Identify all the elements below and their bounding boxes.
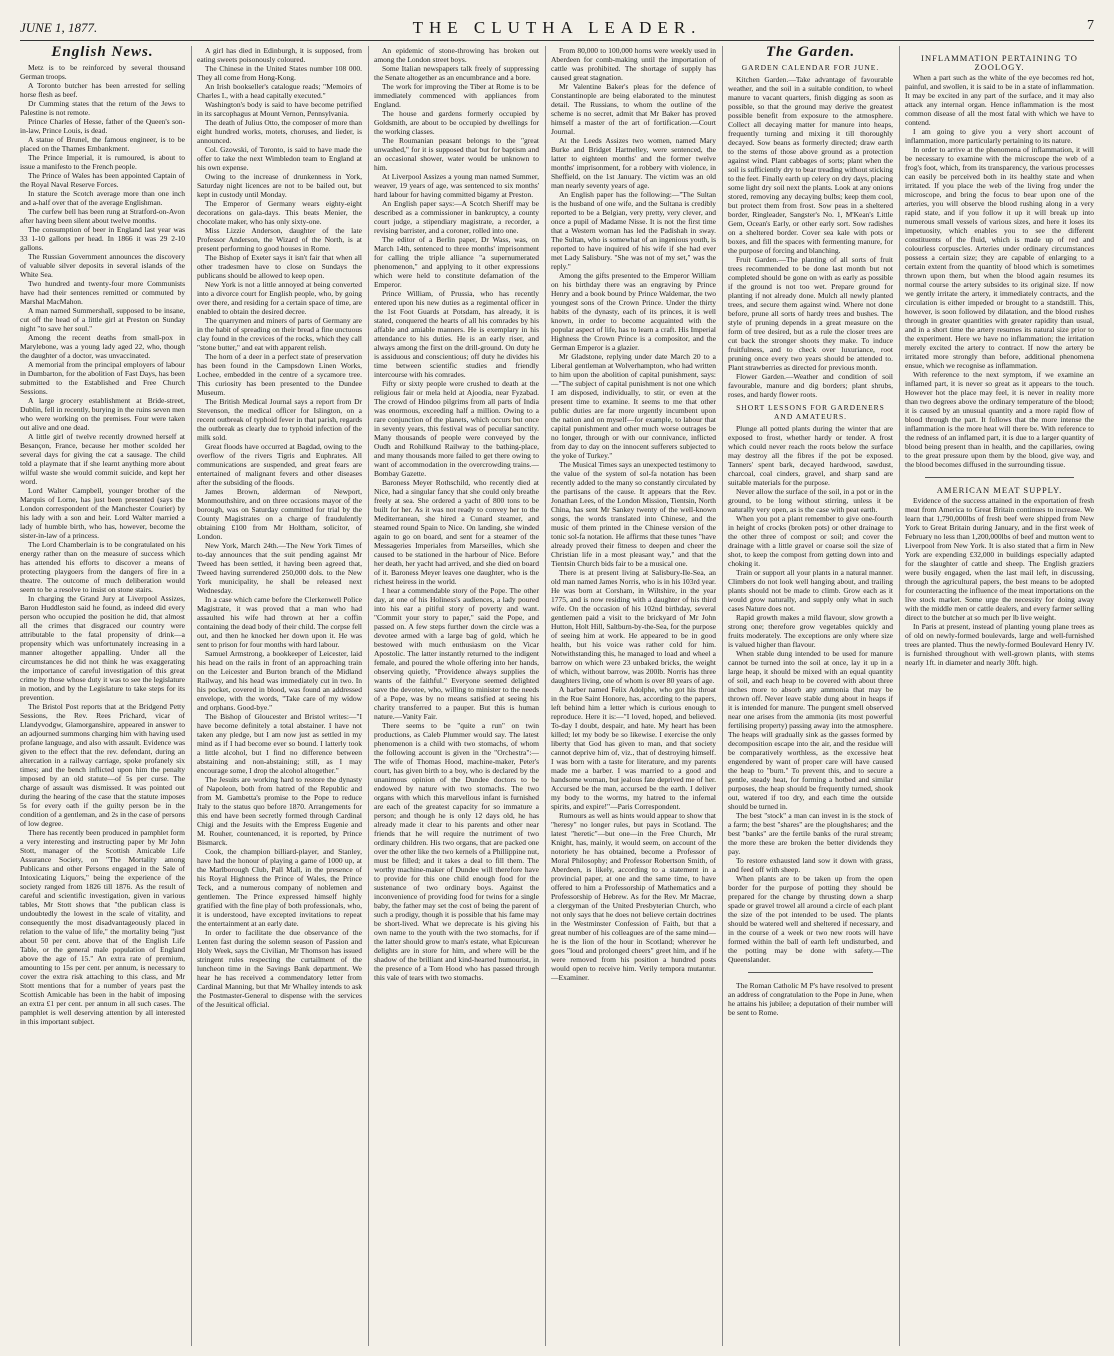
article-paragraph: Miss Lizzie Anderson, daughter of the late Professor Anderson, the Wizard of the North, is at present performing to good houses in Rome.: [197, 226, 362, 253]
article-paragraph: The Prince Imperial, it is rumoured, is about to issue a manifesto to the French people.: [20, 153, 185, 171]
column-english-news: [20, 46, 185, 1346]
article-paragraph: In charging the Grand Jury at Liverpool Assizes, Baron Huddleston said he found, as indeed did every person who occupied the position he did, that almost all the crimes that disgraced our country were attributable to the fatal propensity of drink—a propensity which was unfortunately increasing in a manner altogether appalling. Under all the circumstances he did not think he was exaggerating the importance of careful investigation of this great crime by those whose duty it was to see the legislature in motion, and by the Legislature to take steps for its prevention.: [20, 594, 185, 702]
article-paragraph: Among the recent deaths from small-pox in Marylebone, was a young lady aged 22, who, though the daughter of a doctor, was unvaccinated.: [20, 333, 185, 360]
article-paragraph: In Paris at present, instead of planting young plane trees as of old on newly-formed boulevards, large and well-furnished trees are planted. Thus the newly-formed Boulevard Henry IV. is furnished throughout with well-grown plants, with stems nearly 1ft. in diameter and nearly 30ft. high.: [905, 622, 1094, 667]
issue-date: JUNE 1, 1877.: [20, 20, 98, 35]
article-paragraph: The Bishop of Exeter says it isn't fair that when all other tradesmen have to close on Sundays the publicans should be allowed to keep open.: [197, 253, 362, 280]
article-paragraph: When a part such as the white of the eye becomes red hot, painful, and swollen, it is said to be in a state of inflammation. It may be excited in any part of the surface, and it may also attack any internal organ. Hence inflammation is the most common disease of all the most fatal with which we have to contend.: [905, 73, 1094, 127]
article-paragraph: Great floods have occurred at Bagdad, owing to the overflow of the rivers Tigris and Euphrates. All communications are suspended, and great fears are entertained of malignant fevers and other diseases after the subsiding of the floods.: [197, 442, 362, 487]
subheading-garden-calendar: GARDEN CALENDAR FOR JUNE.: [741, 63, 880, 72]
article-paragraph: Plunge all potted plants during the winter that are exposed to frost, whether hardy or tender. A frost which could never reach the roots below the surface may destroy all the fibres if the pot be exposed. Tanners' spent bark, decayed hardwood, sawdust, charcoal, coal cinders, gravel, and sharp sand are suitable materials for the purpose.: [728, 424, 893, 487]
article-list: [20, 63, 185, 1026]
article-paragraph: A memorial from the principal employers of labour in Dumbarton, for the abolition of Fast Days, has been submitted to the Established and Free Church Sessions.: [20, 360, 185, 396]
article-paragraph: I am going to give you a very short account of inflammation, more particularly pertaining to its nature.: [905, 127, 1094, 145]
article-paragraph: Metz is to be reinforced by several thousand German troops.: [20, 63, 185, 81]
article-paragraph: I hear a commendable story of the Pope. The other day, at one of his Holiness's audiences, a lady poured into his ear a pitiful story of poverty and want. "Commit your story to paper," said the Pope, and passed on. A few steps further down the circle was a devotee armed with a large bag of gold, which he bestowed with much enthusiasm on the Vicar Apostolic. The latter instantly returned to the indigent female, and poured the whole offering into her hands, observing quietly, "Providence always supplies the wants of the faithful." Everyone seemed delighted save the devotee, who, willing to minister to the needs of a Pope, was by no means satisfied at seeing his charity transferred to a pauper. But this is human nature.—Vanity Fair.: [374, 586, 539, 721]
article-paragraph: A barber named Felix Adolphe, who got his throat in the Rue Saint Honore, has, according to the papers, left behind him a letter which is curious enough to reproduce. Here it is:—"I loved, hoped, and believed. To-day I doubt, despair, and hate. My heart has been killed; let my body be so likewise. I exercise the only liberty that God has given to man, and that society cannot deprive him of, viz., that of destroying himself. I was born with a taste for literature, and my parents made me a barber. I was married to a good and handsome woman, but jealous fate deprived me of her. Accursed be the man, accursed be the earth. I deliver my body to the worms, my hatred to the infernal spirits, and expire!"—Paris Correspondent.: [551, 685, 716, 811]
article-paragraph: New York is not a little annoyed at being converted into a divorce court for English people, who, by going over there, and residing for a certain space of time, are enabled to obtain the desired decree.: [197, 280, 362, 316]
column-four: [551, 46, 716, 1346]
article-paragraph: The best "stock" a man can invest in is the stock of a farm; the best "shares" are the ploughshares; and the best "banks" are the fertile banks of the rural stream; the more these are broken the better dividends they pay.: [728, 811, 893, 856]
article-paragraph: In order to arrive at the phenomena of inflammation, it will be necessary to examine with the microscope the web of a frog's foot, which, from its transparency, the various processes can easily be perceived both in its healthy state and when irritated. If you place the web of the living frog under the microscope, and bring the focus to bear upon one of the arteries, you will observe the blood rushing along in a very rapid state, and if you follow it up it will break up into numerous small vessels of various sizes, and here it loses its impetuosity, which enables you to see the different constituents of the fluid, which is made up of red and colourless corpuscles. Arteries under ordinary circumstances possess a certain size; they are capable of enlarging to a certain extent from the quantity of blood which is sometimes thrown upon them, but when the blood again resumes its normal course the artery subsides to its original size. If now we gently irritate the artery, it immediately contracts, and the circulation is either impeded or brought to a standstill. This, however, is soon followed by dilatation, and the blood rushes through in greater quantities with greater rapidity than usual, and in a short time the artery resumes its natural size prior to the experiment. Here we have no inflammation; the irritation merely excited the artery to contract. If now the artery be irritated more strongly than before, additional phenomena ensue, which we recognise as inflammation.: [905, 145, 1094, 370]
article-paragraph: In order to facilitate the due observance of the Lenten fast during the solemn season of Passion and Holy Week, says the Civilian, Mr Thomson has issued stringent rules respecting the curtailment of the luncheon time in the Savings Bank department. We hear he has received a commendatory letter from Cardinal Manning, but that Mr Whalley intends to ask the Postmaster-General to dispense with the services of the Jesuitical official.: [197, 928, 362, 1009]
article-paragraph: The death of Julius Otto, the composer of more than eight hundred works, motets, choruses, and lieder, is announced.: [197, 118, 362, 145]
article-paragraph: At Liverpool Assizes a young man named Summer, weaver, 19 years of age, was sentenced to six months' hard labour for having committed bigamy at Preston.: [374, 172, 539, 199]
article-paragraph: Prince William, of Prussia, who has recently entered upon his new duties as a regimental officer in the 1st Foot Guards at Potsdam, has already, it is stated, conquered the hearts of all his comrades by his affable and amiable manners. He is exemplary in his attendance to his duties. He is an early riser, and always among the first on the drill-ground. On duty he is assiduous and conscientious; off duty he divides his time between scientific studies and friendly intercourse with his comrades.: [374, 289, 539, 379]
article-paragraph: The Jesuits are working hard to restore the dynasty of Napoleon, both from hatred of the Republic and from M. Gambetta's promise to the Pope to reduce Italy to the status quo before 1870. Arrangements for this end have been secretly formed through Cardinal Chigi and the Jesuits with the Empress Eugenie and M. Rouher, countenanced, it is reported, by Prince Bismarck.: [197, 775, 362, 847]
article-list: [374, 46, 539, 982]
article-paragraph: A little girl of twelve recently drowned herself at Besançon, France, because her mother scolded her several days for giving the cat a sausage. The child told a playmate that if she learnt anything more about wilful waste she would commit suicide, and kept her word.: [20, 432, 185, 486]
article-paragraph: A statue of Brunel, the famous engineer, is to be placed on the Thames Embankment.: [20, 135, 185, 153]
article-paragraph: Rapid growth makes a mild flavour, slow growth a strong one; therefore grow vegetables quickly and fruits moderately. The exceptions are only where size is valued higher than flavour.: [728, 613, 893, 649]
page-number: 7: [1087, 18, 1094, 33]
article-paragraph: Kitchen Garden.—Take advantage of favourable weather, and the soil in a suitable condition, to wheel manure to vacant quarters, finish digging as soon as possible, so that the ground may derive the greatest possible benefit from exposure to the atmosphere. Collect all decaying matter for manure into heaps, frequently turning and mixing it till thoroughly decayed. Sow beans as formerly directed; draw earth to the stems of those above ground as a protection against wind. Plant cabbages of sorts; plant when the soil is sufficiently dry to bear treading without sticking to the feet. Finally earth up celery on dry days, placing some light dry soil next the plants. Look at any onions stored, removing any decaying bulbs; keep them cool, but protect them from frost. Sow peas in a sheltered border, Ringleader, Sangster's No. 1, M'Kean's Little Gem, Ocean's Early, or other early sort. Sow radishes on a sheltered border. Cover sea kale with pots or boxes, and fill the spaces with fermenting manure, for the purpose of forcing and blanching.: [728, 75, 893, 255]
article-paragraph: The Bristol Post reports that at the Bridgend Petty Sessions, the Rev. Rees Prichard, vicar of Llandyvodgw, Glamorganshire, appeared in answer to an adjourned summons charging him with having used profane language, and also with assault. Evidence was given to the effect that the rev. defendant, during an altercation in a railway carriage, spoke profanely six times; and the bench inflicted upon him the penalty imposed by an old statute—of 5s per curse. The charge of assault was dismissed. It was pointed out during the hearing of the case that the statute imposes 5s for every oath if the guilty person be in the condition of a gentleman, and 2s in the case of persons of low degree.: [20, 702, 185, 828]
section-heading-meat-supply: AMERICAN MEAT SUPPLY.: [936, 485, 1063, 495]
article-paragraph: The consumption of beer in England last year was 33 1-10 gallons per head. In 1866 it was 29 2-10 gallons.: [20, 225, 185, 252]
article-list: [728, 75, 893, 399]
article-paragraph: The house and gardens formerly occupied by Goldsmith, are about to be occupied by dwellings for the working classes.: [374, 109, 539, 136]
article-paragraph: An Irish bookseller's catalogue reads; "Memoirs of Charles I., with a head capitally executed.": [197, 82, 362, 100]
article-paragraph: From 80,000 to 100,000 horns were weekly used in Aberdeen for comb-making until the importation of cattle was prohibited. The shortage of supply has caused great stagnation.: [551, 46, 716, 82]
article-paragraph: A Toronto butcher has been arrested for selling horse flesh as beef.: [20, 81, 185, 99]
article-paragraph: Fruit Garden.—The planting of all sorts of fruit trees recommended to be done last month but not completed should be gone on with as early as possible if the ground is not too wet. Prepare ground for planting if not already done. Mulch all newly planted trees, and secure them against wind. Where not done before, prune all sorts of hardy trees and bushes. The style of pruning depends in a great measure on the form of tree desired, but as a rule the closer trees are cut back the stronger shoots they make. To induce fruitfulness, and to check over luxuriance, root pruning once every two years should be attended to. Plant strawberries as directed for previous month.: [728, 255, 893, 372]
article-paragraph: There has recently been produced in pamphlet form a very interesting and instructing paper by Mr John Stott, manager of the Scottish Amicable Life Assurance Society, on "The Mortality among Publicans and other Persons engaged in the Sale of Intoxicating Liquors," being the experience of the society ranged from 1826 till 1876. As the result of careful and scientific investigation, given in various tables, Mr Stott shows that "the publican class is undoubtedly the lowest in the scale of vitality, and consequently the most disadvantageously placed in relation to the value of life," the mortality being "just about 50 per cent. above that of the English Life Table, or the general male population of England above the age of 15." An extra rate of premium, amounting to 15s per cent. per annum, is necessary to cover the extra risk attaching to this class, and Mr Stott mentions that for a number of years past the Scottish Amicable has been in the habit of imposing an extra £1 per cent. per annum in all such cases. The pamphlet is well deserving attention by all interested in this important subject.: [20, 828, 185, 1026]
column-three: [374, 46, 539, 1346]
article-paragraph: An English paper says:—A Scotch Sheriff may be described as a commissioner in bankruptcy, a county court judge, a stipendiary magistrate, a recorder, a revising barrister, and a coroner, rolled into one.: [374, 199, 539, 235]
article-paragraph: A girl has died in Edinburgh, it is supposed, from eating sweets poisonously coloured.: [197, 46, 362, 64]
article-paragraph: Prince Charles of Hesse, father of the Queen's son-in-law, Prince Louis, is dead.: [20, 117, 185, 135]
article-paragraph: Owing to the increase of drunkenness in York, Saturday night licences are not to be bailed out, but kept in custody until Monday.: [197, 172, 362, 199]
article-paragraph: The curfew bell has been rung at Stratford-on-Avon after having been silent about twelve months.: [20, 207, 185, 225]
article-paragraph: Rumours as well as hints would appear to show that "heresy" no longer rules, but pays in Scotland. The latest "heretic"—but one—in the Free Church, Mr Knight, has, mainly, it would seem, on account of the notoriety he has obtained, become a Professor of Moral Philosophy; and Professor Robertson Smith, of Aberdeen, is likely, according to a statement in a provincial paper, at one and the same time, to have offered to him a Professorship of Mathematics and a Professorship of Hebrew. As for the Rev. Mr Macrae, a clergyman of the United Presbyterian Church, who not only says that he does not believe certain doctrines in the Westminster Confession of Faith, but that a great number of his colleagues are of the same mind—he is the lion of the hour in Scotland; wherever he goes "loud and prolonged cheers" greet him, and if he were removed from his position a hundred posts would open to receive him. Verily tempora mutantur.—Examiner.: [551, 811, 716, 982]
article-paragraph: At the Leeds Assizes two women, named Mary Burke and Bridget Hartnelley, were sentenced, the latter to eighteen months' and the former twelve months' imprisonment, for a robbery with violence, in Sheffield, on the 1st January. The victim was an old man nearly seventy years of age.: [551, 136, 716, 190]
article-paragraph: The Bishop of Gloucester and Bristol writes:—"I have become definitely a total abstainer. I have not taken any pledge, but I am now just as settled in my mind as if I had become ever so bound. I latterly took a little alcohol, but I find no difference between abstaining and non-abstaining; still, as I may encourage some, I drop the alcohol altogether.": [197, 712, 362, 775]
article-paragraph: A large grocery establishment at Bride-street, Dublin, fell in recently, burying in the ruins seven men who were working on the premises. Four were taken out alive and one dead.: [20, 396, 185, 432]
column-divider: [191, 46, 192, 1346]
column-garden: [728, 46, 893, 1346]
news-item: The Roman Catholic M P's have resolved to present an address of congratulation to the Pope in June, when he attains his jubilee; a deputation of their number will be sent to Rome.: [728, 981, 893, 1017]
article-paragraph: Samuel Armstrong, a bookkeeper of Leicester, laid his head on the rails in front of an approaching train on the Leicester and Burton branch of the Midland Railway, and his head was immediately cut in two. In his pocket, covered in blood, was found an addressed envelope, with the words, "Take care of my widow and orphans. Good-bye.": [197, 649, 362, 712]
article-paragraph: Mr Gladstone, replying under date March 20 to a Liberal gentleman at Wolverhampton, who had written to him upon the abolition of capital punishment, says:—"The subject of capital punishment is not one which I am disposed, individually, to stir, or even at the present time to examine. It seems to me that other public duties are far more urgently incumbent upon the nation and on myself—for example, to labour that capital punishment and other much worse outrages be no longer, through or with our connivance, inflicted from day to day on the innocent sufferers subjected to the yoke of Turkey.": [551, 352, 716, 460]
article-paragraph: To restore exhausted land sow it down with grass, and feed off with sheep.: [728, 856, 893, 874]
article-paragraph: There seems to be "quite a run" on twin productions, as Caleb Plummer would say. The latest phenomenon is a child with two stomachs, of whom the following account is given in the "Orchestra":—The wife of Thomas Hood, machine-maker, Peter's court, has given birth to a boy, who is declared by the unanimous opinion of the Dundee doctors to be endowed by nature with two stomachs. The two organs with which this marvellous infant is furnished are each of the greatest capacity for so immature a person; and though he is only 12 days old, he has already made it clear to his parents and other near friends that he will require the nutriment of two ordinary children. His two organs, that are packed one over the other like the two kernels of a Phillippine nut, must be filled; and it takes a deal to fill them. The worthy machine-maker of Dundee will therefore have to provide for this one child enough food for the sustenance of two ordinary boys. Against the inconvenience of providing food for twins for a single baby, the father may set the cost of being the parent of such a prodigy, though it is possible that his fame may be short-lived. What we deprecate is his giving his own name to the youth with the two stomachs, for if the latter should grow to man's estate, what Epicurean delights are in store for him, and where will be the shadow of the brilliant and kind-hearted humourist, in the presence of a Tom Hood who has passed through this vale of tears with two stomachs.: [374, 721, 539, 982]
column-two: [197, 46, 362, 1346]
article-paragraph: The Chinese in the United States number 108 000. They all come from Hong-Kong.: [197, 64, 362, 82]
column-divider: [368, 46, 369, 1346]
article-paragraph: James Brown, alderman of Newport, Monmouthshire, and on three occasions mayor of the borough, was on Saturday committed for trial by the County Magistrates on a charge of fraudulently obtaining £100 from Mr Holtham, solicitor, of London.: [197, 487, 362, 541]
article-paragraph: Dr Cumming states that the return of the Jews to Palestine is not remote.: [20, 99, 185, 117]
article-paragraph: Among the gifts presented to the Emperor William on his birthday there was an engraving by Prince Henry and a book bound by Prince Waldemar, the two youngest sons of the Crown Prince. Under the thirty habits of the dynasty, each of its princes, it is well known, in order to become acquainted with the popular aspect of life, has to learn a craft. His Imperial Highness the Crown Prince is a compositor, and the German Emperor is a glazier.: [551, 271, 716, 352]
article-list: [728, 424, 893, 964]
article-paragraph: Washington's body is said to have become petrified in its sarcophagus at Mount Vernon, Pennsylvania.: [197, 100, 362, 118]
article-list: [905, 73, 1094, 469]
column-divider: [722, 46, 723, 1346]
header-rule: [20, 40, 1094, 41]
article-paragraph: A man named Summershall, supposed to be insane, cut off the head of a little girl at Preston on Sunday night "to save her soul.": [20, 306, 185, 333]
article-paragraph: The Roumanian peasant belongs to the "great unwashed," for it is supposed that but for baptism and an occasional shower, water would be unknown to him.: [374, 136, 539, 172]
page-header: [20, 18, 1094, 40]
article-list: [551, 46, 716, 982]
article-list: [905, 496, 1094, 667]
section-rule: [925, 477, 1074, 478]
newspaper-title: THE CLUTHA LEADER.: [412, 18, 702, 37]
article-paragraph: An epidemic of stone-throwing has broken out among the London street boys.: [374, 46, 539, 64]
subheading-short-lessons: SHORT LESSONS FOR GARDENERS AND AMATEURS.: [736, 403, 885, 421]
article-paragraph: Never allow the surface of the soil, in a pot or in the ground, to be long without stirring, unless it be naturally very open, as is the case with peat earth.: [728, 487, 893, 514]
section-heading-garden: The Garden.: [765, 46, 856, 60]
article-paragraph: Cook, the champion billiard-player, and Stanley, have had the honour of playing a game of 1000 up, at the Marlborough Club, Pall Mall, in the presence of his Royal Highness the Prince of Wales, the Prince Teck, and a numerous company of noblemen and gentlemen. The Prince expressed himself highly gratified with the fine play of both professionals, who, it is understood, have excepted invitations to repeat the entertainment at an early date.: [197, 847, 362, 928]
section-rule: [748, 972, 873, 973]
article-paragraph: When stable dung intended to be used for manure cannot be turned into the soil at once, lay it up in a large heap, it should be mixed with an equal quantity of soil, and each heap to be covered with about three inches more to absorb any ammonia that may be thrown off. Never leave stable dung about in heaps if it is intended for manure. The pungent smell observed near one arises from the ammonia (its most powerful fertilising property) passing away into the atmosphere. The heaps will gradually sink as the gasses formed by decomposition escape into the air, and the residue will be comparatively worthless, as the excessive heat engendered by want of proper care will have caused the heap to "burn." To prevent this, and to secure a gentle, steady heat, for forming a hotbed and similar purposes, the heap should be frequently turned, shook out, watered if too dry, and each time the outside should be turned in.: [728, 649, 893, 811]
column-divider: [899, 46, 900, 1346]
article-paragraph: Some Italian newspapers talk freely of suppressing the Senate altogether as an encumbrance and a bore.: [374, 64, 539, 82]
article-paragraph: When plants are to be taken up from the open border for the purpose of potting they should be prepared for the change by thrusting down a sharp spade or gravel trowel all around a circle of each plant the size of the pot intended to be used. The plants should be watered well and sheltered if necessary, and in the course of a week or two new roots will have formed within the ball of earth left undisturbed, and the potting may be done with safety.—The Queenslander.: [728, 874, 893, 964]
article-paragraph: The Prince of Wales has been appointed Captain of the Royal Naval Reserve Forces.: [20, 171, 185, 189]
article-paragraph: There is at present living at Salisbury-Ile-Sea, an old man named James Norris, who is in his 103rd year. He was born at Corsham, in Wiltshire, in the year 1775, and is now residing with a daughter of his third wife. On the occasion of his 102nd birthday, several gentlemen paid a visit to the brickyard of Mr John Hutton, Holt Hill, Saltburn-by-the-Sea, for the purpose of seeing him at work. He appeared to be in good health, but his voice was rather cold for him. Notwithstanding this, he managed to load and wheel a barrow on which were 23 unbaked bricks, the weight of which, without barrow, was 200lb. Norris has three daughters living, one of whom is over 80 years of age.: [551, 568, 716, 685]
article-paragraph: The Russian Government announces the discovery of valuable silver deposits in several islands of the White Sea.: [20, 252, 185, 279]
article-paragraph: The work for improving the Tiber at Rome is to be immediately commenced with appliances from England.: [374, 82, 539, 109]
article-paragraph: New York, March 24th.—The New York Times of to-day announces that the suit pending against Mr Tweed has been settled, it having been agreed that, Tweed having surrendered 250,000 dols. to the New York municipality, he shall be released next Wednesday.: [197, 541, 362, 595]
article-paragraph: In a case which came before the Clerkenwell Police Magistrate, it was proved that a man who had assaulted his wife had thrown at her a coffin containing the dead body of their child. The corpse fell out, and then he knocked her down upon it. He was sent to prison for four months with hard labour.: [197, 595, 362, 649]
article-paragraph: The British Medical Journal says a report from Dr Stevenson, the medical officer for Islington, on a recent outbreak of typhoid fever in that parish, regards the outbreak as clearly due to typhoid infection of the milk sold.: [197, 397, 362, 442]
article-paragraph: The Musical Times says an unexpected testimony to the value of the system of sol-fa notation has been recently added to the many so constantly circulated by the partisans of the cause. It appears that the Rev. Jonathan Lees, of the London Mission, Tientsin, North China, has sent Mr Sankey twenty of the well-known songs, the words translated into Chinese, and the music of them printed in the Chinese version of the tonic sol-fa notation. He affirms that these tunes "have already proved their fitness to deepen and cheer the Christian life in a most pleasant way," and that the Tientsin Church bids fair to be a musical one.: [551, 460, 716, 568]
article-paragraph: Lord Walter Campbell, younger brother of the Marquis of Lorne, has just been presented (says the London correspondent of the Manchester Courier) by his lady with a son and heir. Lord Walter married a lady of humble birth, who has, however, become the sister-in-law of a princess.: [20, 486, 185, 540]
article-paragraph: In stature the Scotch average more than one inch and a-half over that of the average Englishman.: [20, 189, 185, 207]
article-paragraph: Train or support all your plants in a natural manner. Climbers do not look well hanging about, and trailing plants should not be made to climb. Grow each as it would grow naturally, and supply only what in such cases Nature does not.: [728, 568, 893, 613]
article-paragraph: Evidence of the success attained in the exportation of fresh meat from America to Great Britain continues to increase. We learn that 1,790,000lbs of fresh beef were shipped from New York to Great Britain during January, and in the first week of February no less than 1,200,000lbs of beef and mutton went to Liverpool from New York. It is also stated that a firm in New York are expending £32,000 in buildings especially adapted for the slaughter of cattle and sheep. The English graziers were busily engaged, when the last mail left, in discussing, through the agricultural papers, the best means to be adopted for counteracting the influence of the meat importations on the live stock market. Some urge the necessity for doing away with the middle men or cattle dealers, and every farmer selling direct to the butcher at so much per lb live weight.: [905, 496, 1094, 622]
section-heading-inflammation: INFLAMMATION PERTAINING TO ZOOLOGY.: [921, 53, 1078, 72]
section-heading-english-news: English News.: [51, 46, 154, 60]
article-list: [197, 46, 362, 1009]
article-paragraph: The quarrymen and miners of parts of Germany are in the habit of spreading on their bread a fine unctuous clay found in the crevices of the rocks, which they call "stone butter," and eat with apparent relish.: [197, 316, 362, 352]
article-paragraph: Mr Valentine Baker's pleas for the defence of Constantinople are being elaborated to the minutest detail. The Russians, to whom the outline of the scheme is no secret, admit that Mr Baker has proved himself a master of the art of fortification.—Court Journal.: [551, 82, 716, 136]
article-paragraph: Col. Gzowski, of Toronto, is said to have made the offer to take the next Wimbledon team to England at his own expense.: [197, 145, 362, 172]
column-divider: [545, 46, 546, 1346]
column-six: [905, 46, 1094, 1346]
article-paragraph: Fifty or sixty people were crushed to death at the religious fair or mela held at Ajoodia, near Fyzabad. The crowd of Hindoo pilgrims from all parts of India was enormous, exceeding half a million. Owing to a rare conjunction of the planets, which occurs but once in seventy years, this festival was of peculiar sanctity. Many thousands of people were conveyed by the Oudh and Rohilkund Railway to the bathing-place, and many thousands more failed to get there owing to want of accommodation in the overcrowding trains.—Bombay Gazette.: [374, 379, 539, 478]
article-paragraph: When you pot a plant remember to give one-fourth in height of crocks (broken pots) or other drainage to the other three of compost or soil; and cover the drainage with a little gravel or coarse soil the size of shot, to keep the compost from getting down into and choking it.: [728, 514, 893, 568]
article-paragraph: The Lord Chamberlain is to be congratulated on his energy rather than on the measure of success which has attended his efforts to discover a means of protecting playgoers from the dangers of fire in a theatre. The outcome of much deliberation would seem to be a resolve to insist on stone stairs.: [20, 540, 185, 594]
article-paragraph: The editor of a Berlin paper, Dr Wass, was, on March 14th, sentenced to three months' imprisonment for calling the triple alliance "a supernumerated phenomenon," and applying to it other expressions which were held to constitute defamation of the Emperor.: [374, 235, 539, 289]
article-paragraph: An English paper has the following:—"The Sultan is the husband of one wife, and the Sultana is credibly reported to be a Belgian, very pretty, very clever, and once a pupil of Madame Nisse. It is not the first time that a Western woman has led the Padishah in sway. The Sultan, who is somewhat of an ingenious youth, is reported to have inquired of his wife if she had ever met Lady Salisbury. "She was not of my set," was the reply.": [551, 190, 716, 271]
article-paragraph: The horn of a deer in a perfect state of preservation has been found in the Campsdown Linen Works, Lochee, embedded in the centre of a sycamore tree. This curiosity has been presented to the Dundee Museum.: [197, 352, 362, 397]
article-paragraph: With reference to the next symptom, if we examine an inflamed part, it is never so great as it appears to the touch. However hot the place may feel, it is never in reality more than two degrees above the ordinary temperature of the blood; it is caused by an unusual quantity and a more rapid flow of blood through the part. It follows that the more intense the inflammation is the more heat will there be. With reference to the redness of an inflamed part, it is due to a larger quantity of blood being present than in health, and the capillaries, owing to the great pressure upon them by the blood, give way, and the blood becomes diffused in the surrounding tissue.: [905, 370, 1094, 469]
article-paragraph: Flower Garden.—Weather and condition of soil favourable, manure and dig borders; plant shrubs, roses, and hardy flower roots.: [728, 372, 893, 399]
article-paragraph: Two hundred and twenty-four more Communists have had their sentences remitted or commuted by Marshal MacMahon.: [20, 279, 185, 306]
article-paragraph: Baroness Meyer Rothschild, who recently died at Nice, had a singular fancy that she could only breathe freely at sea. She ordered a yacht of 800 tons to be built for her. As it was not ready to convey her to the Mediterranean, she hired a Cunard steamer, and steamed round Spain to Nice. On landing, she winded again to go on board, and sent for a steamer of the Messageries Imperiales from Marseilles, which she caused to be stationed in the harbour of Nice. Before her death, her yacht had arrived, and she died on board of it. Baroness Meyer leaves one daughter, who is the richest heiress in the world.: [374, 478, 539, 586]
article-paragraph: The Emperor of Germany wears eighty-eight decorations on gala-days. This beats Menier, the chocolate maker, who has only sixty-one.: [197, 199, 362, 226]
